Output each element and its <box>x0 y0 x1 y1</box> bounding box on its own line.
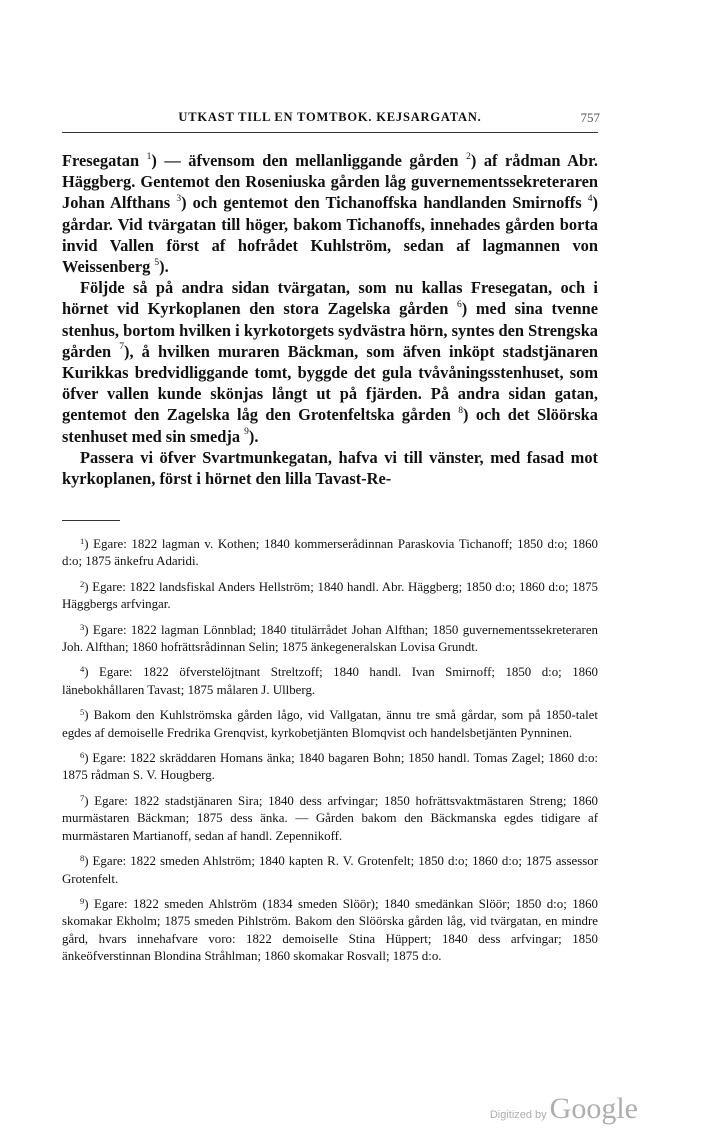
footnote: $^6$) Egare: 1822 skräddaren Homans änka; 1840 bagaren Bohn; 1850 handl. Tomas Zagel; 1860 d:o: 1875 rådman S. V. Hougberg. <box>62 750 598 783</box>
footnote-ref: 8 <box>458 405 464 416</box>
footnote-ref: 3 <box>176 193 182 204</box>
google-logo: Google <box>549 1092 638 1125</box>
footnotes <box>62 533 598 971</box>
footnote: $^3$) Egare: 1822 lagman Lönnblad; 1840 titulärrådet Johan Alfthan; 1850 guvernementssekreteraren Joh. Alfthan; 1860 hofrättsrådinnan Selin; 1875 änkegeneralskan Lovisa Grundt. <box>62 621 598 655</box>
page-number: 757 <box>580 110 600 125</box>
footnote-ref: 1 <box>146 151 152 162</box>
footnote: $^2$) Egare: 1822 landsfiskal Anders Hellström; 1840 handl. Abr. Häggberg; 1850 d:o; 1860 d:o; 1875 Häggbergs arfvingar. <box>62 578 598 612</box>
running-title: UTKAST TILL EN TOMTBOK. KEJSARGATAN. <box>178 110 482 124</box>
paragraph-1: Fresegatan $^1$) — äfvensom den mellanliggande gården $^2$) af rådman Abr. Häggberg. Gentemot den Roseniuska gården låg guvernementssekreteraren Johan Alfthans $^3$) och gentemot den Tichanoffska handlanden Smirnoffs $^4$) gårdar. Vid tvärgatan till höger, bakom Tichanoffs, innehades gården borta invid Vallen först af hofrådet Kuhlström, sedan af lagmannen von Weissenberg $^5$). <box>62 151 598 277</box>
footnote-ref: 6 <box>457 299 462 310</box>
footnote: $^9$) Egare: 1822 smeden Ahlström (1834 smeden Slöör); 1840 smedänkan Slöör; 1850 d:o; 1860 skomakar Ekholm; 1875 smeden Pihlström. Bakom den Slöörska gården låg, vid tvärgatan, en mindre gård, hvars innehafvare voro: 1822 demoiselle Stina Hüppert; 1840 dess arfvingar; 1850 änkeöfverstinnan Blondina Stråhlman; 1860 skomakar Rosvall; 1875 d:o. <box>62 895 598 964</box>
footnote-mark: 5 <box>80 707 85 718</box>
main-text <box>62 150 598 489</box>
footnote-mark: 7 <box>80 792 85 803</box>
footnote-ref: 5 <box>154 257 160 268</box>
footnote: $^1$) Egare: 1822 lagman v. Kothen; 1840 kommerserådinnan Paraskovia Tichanoff; 1850 d:o; 1860 d:o; 1875 änkefru Adaridi. <box>62 536 598 569</box>
footnote-ref: 7 <box>119 342 125 353</box>
watermark-prefix: Digitized by <box>489 1109 547 1121</box>
footnote-ref: 4 <box>587 193 593 204</box>
footnote-mark: 1 <box>80 536 85 546</box>
digitized-watermark <box>490 1092 638 1126</box>
footnote-mark: 8 <box>80 853 85 864</box>
footnote-mark: 6 <box>80 750 85 761</box>
footnote: $^4$) Egare: 1822 öfverstelöjtnant Streltzoff; 1840 handl. Ivan Smirnoff; 1850 d:o; 1860 länebokhållaren Tavast; 1875 målaren J. Ullberg. <box>62 664 598 697</box>
footnote-mark: 9 <box>80 895 85 906</box>
footnote: $^8$) Egare: 1822 smeden Ahlström; 1840 kapten R. V. Grotenfelt; 1850 d:o; 1860 d:o; 1875 assessor Grotenfelt. <box>62 853 598 886</box>
footnote-divider <box>62 520 120 521</box>
paragraph-2: Följde så på andra sidan tvärgatan, som nu kallas Fresegatan, och i hörnet vid Kyrkoplanen den stora Zagelska gården $^6$) med sina tvenne stenhus, bortom hvilken i kyrkotorgets sydvästra hörn, syntes den Strengska gården $^7$), å hvilken muraren Bäckman, som äfven inköpt stadstjänaren Kurikkas bredvidliggande tomt, byggde det gula tvåvåningsstenhuset, som öfver vallen kunde skönjas långt ut på fjärden. På andra sidan gatan, gentemot den Zagelska låg den Grotenfeltska gården $^8$) och det Slöörska stenhuset med sin smedja $^9$). <box>62 278 598 446</box>
running-header <box>62 110 598 133</box>
footnote-ref: 9 <box>244 427 249 438</box>
footnote: $^7$) Egare: 1822 stadstjänaren Sira; 1840 dess arfvingar; 1850 hofrättsvaktmästaren Streng; 1860 murmästaren Bäckman; 1875 dess änka. — Gården bakom den Bäckmanska egdes tidigare af murmästaren Martianoff, sedan af handl. Zepennikoff. <box>62 792 598 843</box>
footnote-mark: 2 <box>80 578 85 589</box>
footnote-mark: 4 <box>80 664 85 675</box>
paragraph-3: Passera vi öfver Svartmunkegatan, hafva vi till vänster, med fasad mot kyrkoplanen, först i hörnet den lilla Tavast-Re- <box>62 447 598 489</box>
footnote-ref: 2 <box>466 151 471 162</box>
footnote: $^5$) Bakom den Kuhlströmska gården lågo, vid Vallgatan, ännu tre små gårdar, som på 1850-talet egdes af demoiselle Fredrika Grenqvist, kyrkobetjänten Blomqvist och handelsbetjänten Pynninen. <box>62 707 598 740</box>
footnote-mark: 3 <box>80 621 85 632</box>
